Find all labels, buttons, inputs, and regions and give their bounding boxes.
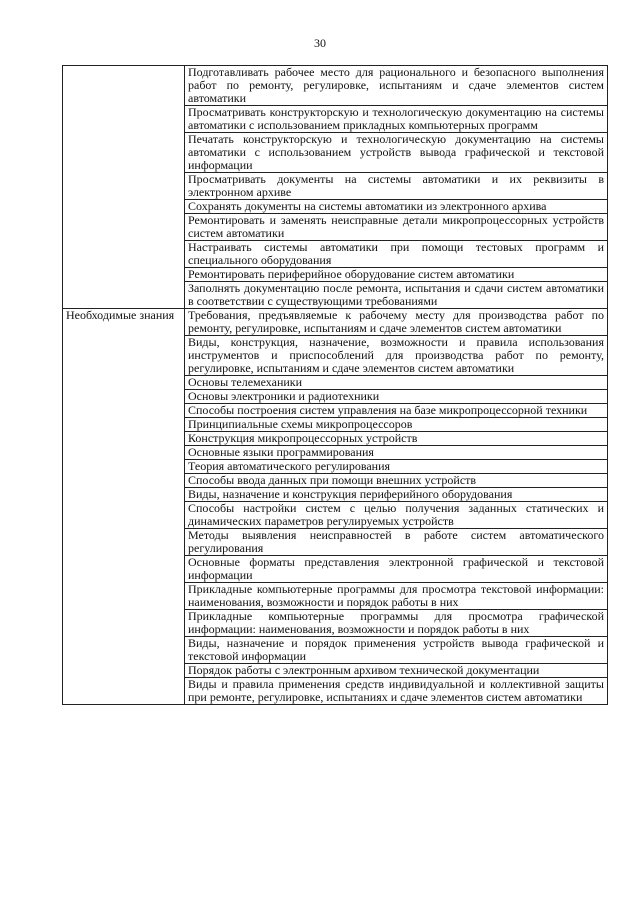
list-item: Сохранять документы на системы автоматики из электронного архива [185, 200, 608, 214]
list-item: Порядок работы с электронным архивом технической документации [185, 664, 608, 678]
list-item: Заполнять документацию после ремонта, испытания и сдачи систем автоматики в соответствии с существующими требованиями [185, 282, 608, 309]
list-item: Способы настройки систем с целью получения заданных статических и динамических параметров регулируемых устройств [185, 502, 608, 529]
table-row [63, 309, 608, 336]
list-item: Основные языки программирования [185, 446, 608, 460]
list-item: Прикладные компьютерные программы для просмотра графической информации: наименования, возможности и порядок работы в них [185, 610, 608, 637]
list-item: Ремонтировать и заменять неисправные детали микропроцессорных устройств систем автоматики [185, 214, 608, 241]
list-item: Способы построения систем управления на базе микропроцессорной техники [185, 404, 608, 418]
list-item: Способы ввода данных при помощи внешних устройств [185, 474, 608, 488]
list-item: Печатать конструкторскую и технологическую документацию на системы автоматики с использованием устройств вывода графической и текстовой информации [185, 133, 608, 173]
list-item: Виды, конструкция, назначение, возможности и правила использования инструментов и приспособлений для производства работ по ремонту, регулировке, испытаниям и сдаче элементов систем автоматики [185, 336, 608, 376]
list-item: Ремонтировать периферийное оборудование систем автоматики [185, 268, 608, 282]
list-item: Виды и правила применения средств индивидуальной и коллективной защиты при ремонте, регулировке, испытаниях и сдаче элементов систем автоматики [185, 678, 608, 705]
list-item: Основы электроники и радиотехники [185, 390, 608, 404]
list-item: Виды, назначение и конструкция периферийного оборудования [185, 488, 608, 502]
list-item: Конструкция микропроцессорных устройств [185, 432, 608, 446]
list-item: Принципиальные схемы микропроцессоров [185, 418, 608, 432]
list-item: Подготавливать рабочее место для рационального и безопасного выполнения работ по ремонту, регулировке, испытаниям и сдаче элементов систем автоматики [185, 66, 608, 106]
list-item: Теория автоматического регулирования [185, 460, 608, 474]
requirements-table-body [63, 66, 608, 705]
table-row [63, 66, 608, 106]
section-label [63, 66, 185, 309]
list-item: Настраивать системы автоматики при помощи тестовых программ и специального оборудования [185, 241, 608, 268]
list-item: Прикладные компьютерные программы для просмотра текстовой информации: наименования, возможности и порядок работы в них [185, 583, 608, 610]
requirements-table [62, 65, 608, 705]
list-item: Виды, назначение и порядок применения устройств вывода графической и текстовой информации [185, 637, 608, 664]
page-number: 30 [314, 36, 326, 50]
list-item: Основные форматы представления электронной графической и текстовой информации [185, 556, 608, 583]
list-item: Основы телемеханики [185, 376, 608, 390]
list-item: Просматривать конструкторскую и технологическую документацию на системы автоматики с использованием прикладных компьютерных программ [185, 106, 608, 133]
list-item: Просматривать документы на системы автоматики и их реквизиты в электронном архиве [185, 173, 608, 200]
section-label: Необходимые знания [63, 309, 185, 705]
list-item: Требования, предъявляемые к рабочему месту для производства работ по ремонту, регулировке, испытаниям и сдаче элементов систем автоматики [185, 309, 608, 336]
list-item: Методы выявления неисправностей в работе систем автоматического регулирования [185, 529, 608, 556]
